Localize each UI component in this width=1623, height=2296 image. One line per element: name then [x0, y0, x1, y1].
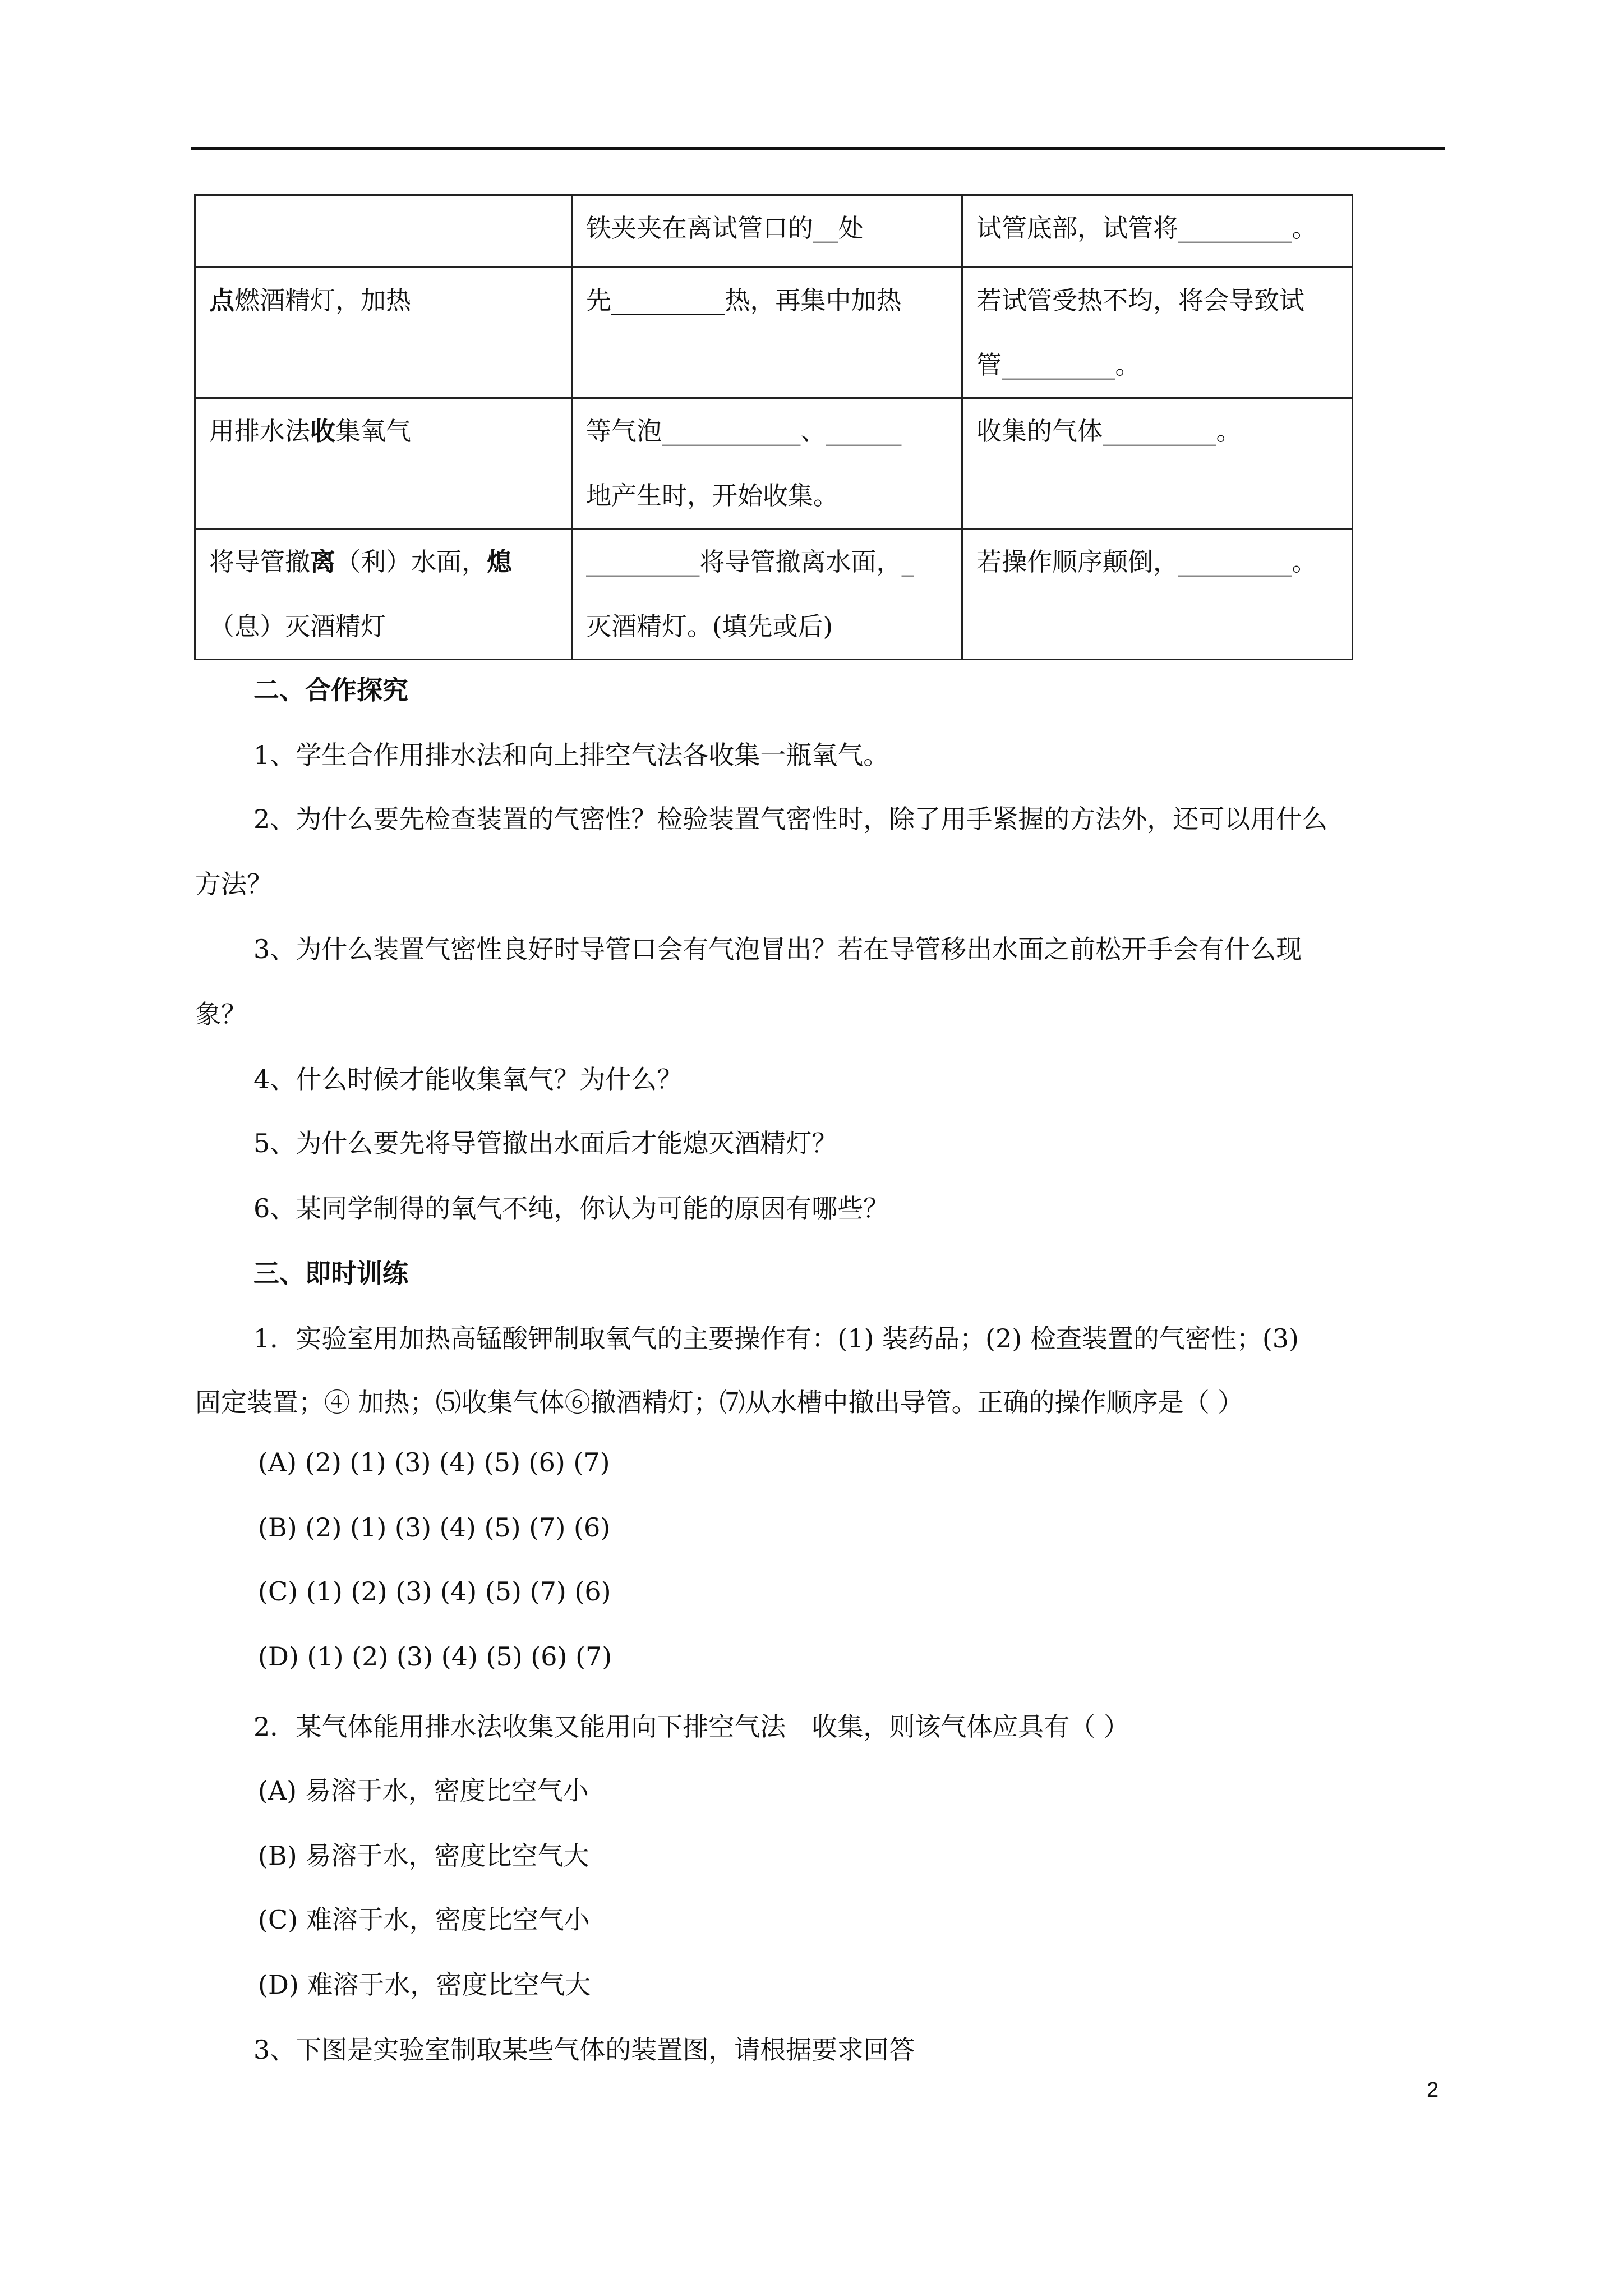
- table-cell: 收集的气体_________。: [962, 398, 1353, 529]
- table-cell: 铁夹夹在离试管口的__处: [572, 195, 962, 268]
- table-cell: 试管底部，试管将_________。: [962, 195, 1353, 268]
- question: 3、下图是实验室制取某些气体的装置图，请根据要求回答: [253, 2035, 915, 2065]
- table-cell: _________将导管撤离水面，_ 灭酒精灯。(填先或后): [572, 529, 962, 660]
- section-heading: 二、合作探究: [253, 675, 408, 705]
- option: (C) (1) (2) (3) (4) (5) (7) (6): [258, 1576, 611, 1607]
- option: (D) (1) (2) (3) (4) (5) (6) (7): [258, 1641, 612, 1672]
- question-continued: 固定装置；④ 加热；⑸收集气体⑥撤酒精灯；⑺从水槽中撤出导管。正确的操作顺序是（ ）: [195, 1387, 1244, 1418]
- question-continued: 象？: [195, 999, 247, 1029]
- option: (C) 难溶于水，密度比空气小: [258, 1904, 590, 1935]
- table-cell: 先_________热，再集中加热: [572, 268, 962, 398]
- option: (D) 难溶于水，密度比空气大: [258, 1970, 591, 2000]
- question: 1、学生合作用排水法和向上排空气法各收集一瓶氧气。: [253, 740, 889, 770]
- page-number: 2: [1427, 2078, 1439, 2102]
- table-cell: [195, 195, 572, 268]
- experiment-table: [194, 194, 1353, 660]
- table-row: [195, 398, 1353, 529]
- option: (B) 易溶于水，密度比空气大: [258, 1841, 589, 1871]
- table-cell: 用排水法收集氧气: [195, 398, 572, 529]
- table-cell: 等气泡___________、______ 地产生时，开始收集。: [572, 398, 962, 529]
- table-row: [195, 195, 1353, 268]
- table-row: [195, 529, 1353, 660]
- table-cell: 若操作顺序颠倒，_________。: [962, 529, 1353, 660]
- table-row: [195, 268, 1353, 398]
- question: 4、什么时候才能收集氧气？为什么？: [253, 1064, 683, 1094]
- table-cell: 若试管受热不均，将会导致试 管_________。: [962, 268, 1353, 398]
- question: 6、某同学制得的氧气不纯，你认为可能的原因有哪些？: [253, 1193, 889, 1223]
- header-rule: [191, 147, 1445, 150]
- question: 3、为什么装置气密性良好时导管口会有气泡冒出？若在导管移出水面之前松开手会有什么现: [253, 934, 1302, 964]
- option: (A) 易溶于水，密度比空气小: [258, 1775, 589, 1806]
- question-continued: 方法？: [195, 869, 273, 899]
- question: 2．某气体能用排水法收集又能用向下排空气法 收集，则该气体应具有（ ）: [253, 1711, 1129, 1742]
- table-cell: 点燃酒精灯，加热: [195, 268, 572, 398]
- section-heading: 三、即时训练: [253, 1258, 408, 1289]
- option: (B) (2) (1) (3) (4) (5) (7) (6): [258, 1512, 611, 1543]
- question: 5、为什么要先将导管撤出水面后才能熄灭酒精灯？: [253, 1128, 838, 1158]
- table-cell: 将导管撤离（利）水面，熄 （息）灭酒精灯: [195, 529, 572, 660]
- question: 1．实验室用加热高锰酸钾制取氧气的主要操作有：(1) 装药品；(2) 检查装置的气密性；(3): [253, 1323, 1299, 1354]
- question: 2、为什么要先检查装置的气密性？检验装置气密性时，除了用手紧握的方法外，还可以用什么: [253, 804, 1328, 834]
- option: (A) (2) (1) (3) (4) (5) (6) (7): [258, 1447, 610, 1478]
